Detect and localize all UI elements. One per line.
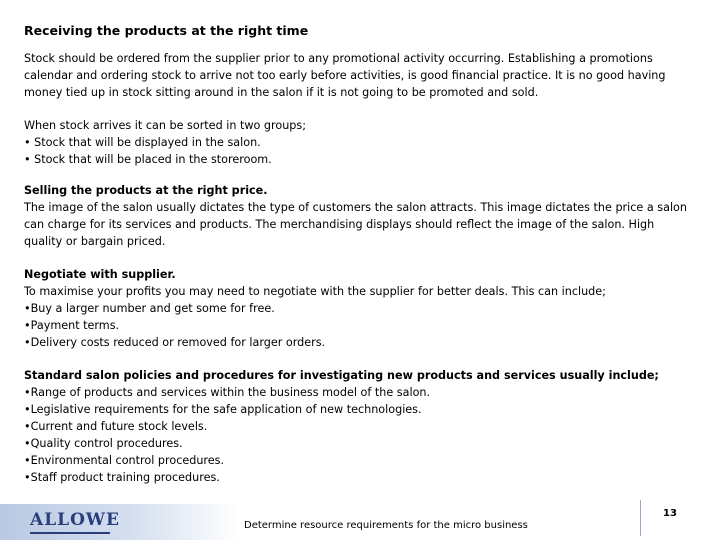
slide-content — [24, 22, 696, 502]
list-item: •Quality control procedures. — [24, 437, 183, 450]
intro-paragraph: Stock should be ordered from the supplier prior to any promotional activity occurring. Establishing a promotions calendar and ordering stock to arrive not too early before activities, is good financial practice. It is no good having money tied up in stock sitting around in the salon if it is not going to be promoted and sold. — [24, 52, 666, 99]
negotiate-paragraph: To maximise your profits you may need to negotiate with the supplier for better deals. This can include; — [24, 285, 606, 298]
logo-underline — [30, 532, 110, 534]
list-item: •Staff product training procedures. — [24, 471, 220, 484]
list-item: • Stock that will be placed in the storeroom. — [24, 153, 272, 166]
policies-list — [24, 384, 696, 486]
list-item: •Buy a larger number and get some for free. — [24, 302, 275, 315]
slide-footer — [0, 500, 720, 540]
policies-section — [24, 367, 696, 486]
selling-heading: Selling the products at the right price. — [24, 184, 268, 197]
negotiate-section — [24, 266, 696, 351]
list-item: •Environmental control procedures. — [24, 454, 225, 467]
list-item: • Stock that will be displayed in the salon. — [24, 136, 261, 149]
selling-paragraph: The image of the salon usually dictates the type of customers the salon attracts. This image dictates the price a salon can charge for its services and products. The merchandising displays should reflect the image of the salon. High quality or bargain priced. — [24, 201, 687, 248]
page-number: 13 — [663, 508, 677, 519]
footer-divider — [640, 500, 641, 536]
allowe-logo: ALLOWE — [30, 510, 120, 530]
intro-section — [24, 50, 696, 101]
stock-arrival-section — [24, 117, 696, 168]
slide-title: Receiving the products at the right time — [24, 23, 309, 38]
selling-section — [24, 182, 696, 250]
stock-arrival-list — [24, 134, 696, 168]
list-item: •Payment terms. — [24, 319, 120, 332]
list-item: •Range of products and services within the business model of the salon. — [24, 386, 431, 399]
stock-arrival-text: When stock arrives it can be sorted in two groups; — [24, 119, 307, 132]
policies-heading: Standard salon policies and procedures for investigating new products and services usually include; — [24, 369, 659, 382]
list-item: •Delivery costs reduced or removed for larger orders. — [24, 336, 326, 349]
footer-caption: Determine resource requirements for the micro business — [244, 520, 528, 531]
list-item: •Current and future stock levels. — [24, 420, 208, 433]
negotiate-heading: Negotiate with supplier. — [24, 268, 176, 281]
negotiate-list — [24, 300, 696, 351]
list-item: •Legislative requirements for the safe application of new technologies. — [24, 403, 422, 416]
